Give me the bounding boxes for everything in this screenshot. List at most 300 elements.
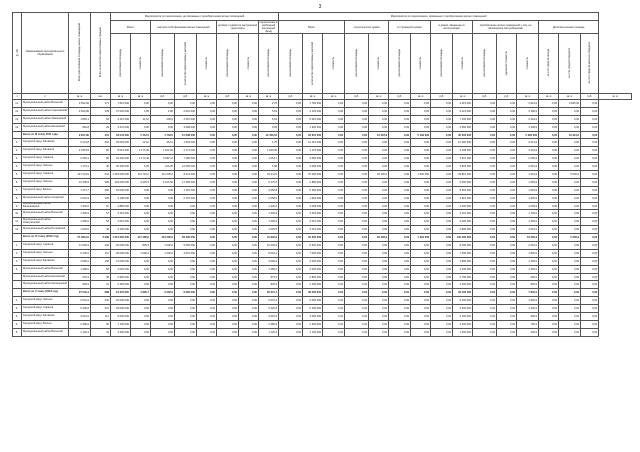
unit-cell: кв. м: [517, 94, 539, 100]
value-cell: 0,00: [539, 147, 559, 155]
value-cell: 0,00: [175, 226, 197, 234]
value-cell: 0,00: [473, 218, 497, 226]
value-cell: 0,00: [473, 186, 497, 194]
value-cell: 0,00: [431, 139, 453, 147]
value-cell: 0,00: [197, 226, 217, 234]
value-cell: 0,00: [345, 163, 369, 171]
value-cell: 0,00: [279, 163, 303, 171]
value-cell: 5 000,0: [559, 171, 581, 179]
unit-cell: руб.: [431, 94, 453, 100]
municipality-name: Муниципальный район Вольский: [22, 210, 69, 218]
row-number: 9.: [13, 202, 22, 210]
value-cell: 41 930,0: [259, 234, 279, 242]
value-cell: 0,00: [323, 242, 345, 250]
value-cell: 2 450 000: [111, 281, 131, 289]
value-cell: 0,00: [559, 297, 581, 305]
value-cell: 0,00: [581, 171, 599, 179]
value-cell: 0,00: [217, 100, 239, 108]
value-cell: 0,00: [239, 163, 259, 171]
value-cell: 0,00: [239, 273, 259, 281]
unit-cell: кв. м: [197, 94, 217, 100]
value-cell: 0,00: [369, 289, 389, 297]
value-cell: 0,00: [175, 328, 197, 336]
value-cell: 1 895,7: [131, 289, 151, 297]
value-cell: 0,00: [431, 226, 453, 234]
value-cell: 4 090,2: [69, 257, 91, 265]
value-cell: 0,00: [431, 328, 453, 336]
value-cell: 7 180 000: [175, 155, 197, 163]
unit-cell: кв. м: [559, 94, 581, 100]
table-row: [13, 100, 632, 108]
table-total-row: [13, 234, 632, 242]
row-number: [13, 131, 22, 139]
value-cell: 0,00: [369, 297, 389, 305]
municipality-name: Городской округ Балашов: [22, 147, 69, 155]
value-cell: 0,00: [389, 210, 411, 218]
value-cell: 0,00: [559, 226, 581, 234]
value-cell: 4 090,2: [259, 257, 279, 265]
value-cell: 0,00: [151, 194, 175, 202]
value-cell: 0,00: [497, 297, 517, 305]
header-v-fund: за счет средств фонда: [539, 34, 559, 94]
unit-cell: 2: [22, 94, 69, 100]
value-cell: 0,00: [175, 218, 197, 226]
value-cell: 7 100 000: [111, 320, 131, 328]
value-cell: 0,00: [323, 289, 345, 297]
value-cell: 0,00: [369, 305, 389, 313]
value-cell: 0,00: [279, 305, 303, 313]
value-cell: 0,00: [473, 107, 497, 115]
municipality-name: Городской округ Энгельс: [22, 249, 69, 257]
value-cell: 0,00: [389, 107, 411, 115]
value-cell: 0,00: [411, 123, 431, 131]
value-cell: 0,00: [239, 194, 259, 202]
value-cell: 0,00: [431, 155, 453, 163]
row-number: 6.: [13, 178, 22, 186]
header-group-purchase: Мероприятия по переселению, связанные с приобретением жилых помещений: [279, 13, 599, 21]
value-cell: 36,12: [151, 139, 175, 147]
municipality-name: Городской округ Саратов: [22, 155, 69, 163]
value-cell: 0,00: [197, 210, 217, 218]
value-cell: 5,64: [259, 107, 279, 115]
value-cell: 1 020,5: [259, 226, 279, 234]
value-cell: 0,00: [197, 194, 217, 202]
value-cell: 0,00: [151, 328, 175, 336]
value-cell: 8 411 000: [175, 171, 197, 179]
unit-cell: руб.: [151, 94, 175, 100]
value-cell: 9 060 000: [175, 289, 197, 297]
value-cell: 0,00: [497, 234, 517, 242]
value-cell: 0,00: [197, 257, 217, 265]
row-number: [13, 289, 22, 297]
value-cell: 0,00: [239, 171, 259, 179]
value-cell: 402: [91, 242, 111, 250]
table-body: [13, 100, 632, 337]
value-cell: 0,00: [369, 115, 389, 123]
value-cell: 0,00: [217, 257, 239, 265]
row-number: 1.: [13, 242, 22, 250]
value-cell: 1 200,0: [151, 249, 175, 257]
value-cell: 0,00: [581, 265, 599, 273]
value-cell: 1 102,91: [151, 147, 175, 155]
row-number: 10.: [13, 210, 22, 218]
value-cell: 0,00: [431, 242, 453, 250]
value-cell: 0,00: [151, 202, 175, 210]
value-cell: 40 000 000: [111, 242, 131, 250]
value-cell: 0,00: [497, 265, 517, 273]
value-cell: 5 121,8: [69, 139, 91, 147]
value-cell: 0,00: [345, 305, 369, 313]
value-cell: 3 001 000: [303, 226, 323, 234]
value-cell: 0,00: [369, 249, 389, 257]
value-cell: 3 415,9: [131, 178, 151, 186]
municipality-name: Муниципальный район Калининский: [22, 281, 69, 289]
value-cell: 1 054,7: [259, 155, 279, 163]
value-cell: 10 400,5: [69, 178, 91, 186]
value-cell: 0,00: [323, 218, 345, 226]
value-cell: 0,00: [431, 289, 453, 297]
unit-cell: руб.: [389, 94, 411, 100]
value-cell: 970,3: [69, 273, 91, 281]
value-cell: 0,00: [581, 178, 599, 186]
value-cell: 61: [91, 202, 111, 210]
value-cell: 90: [91, 320, 111, 328]
value-cell: 0,00: [217, 202, 239, 210]
value-cell: 40: [91, 163, 111, 171]
value-cell: 6 001,2: [259, 297, 279, 305]
value-cell: 0,00: [345, 257, 369, 265]
value-cell: 4 010 000: [111, 218, 131, 226]
value-cell: 0,00: [279, 249, 303, 257]
value-cell: 0,00: [131, 328, 151, 336]
header-sub-reloc: переселение в свободный жилищный фонд: [259, 21, 278, 33]
value-cell: 4 125 000: [303, 107, 323, 115]
header-sub-contract: договор о развитии застроенной территории: [217, 21, 259, 34]
value-cell: 0,00: [411, 320, 431, 328]
value-cell: 0,00: [279, 226, 303, 234]
value-cell: 0,00: [539, 273, 559, 281]
value-cell: 111 710,0: [131, 171, 151, 179]
unit-cell: кв. м: [303, 94, 323, 100]
value-cell: 0,00: [539, 163, 559, 171]
value-cell: 2 045,15: [69, 147, 91, 155]
row-number: [13, 281, 22, 289]
table-row: [13, 155, 632, 163]
value-cell: 230: [91, 297, 111, 305]
value-cell: 0,00: [239, 289, 259, 297]
value-cell: 9 130,5: [69, 249, 91, 257]
value-cell: 10 021,0: [559, 131, 581, 139]
value-cell: 1 171,30: [131, 147, 151, 155]
value-cell: 0,00: [239, 100, 259, 108]
unit-cell: кв. м: [323, 94, 345, 100]
value-cell: 0,00: [559, 305, 581, 313]
value-cell: 1 900 000: [303, 123, 323, 131]
municipality-name: Городской округ Саратов: [22, 171, 69, 179]
row-number: 1.: [13, 297, 22, 305]
header-sub-acq-other: приобретение жилых помещений у лиц, не являющихся застройщиками: [473, 21, 539, 34]
unit-cell: руб.: [175, 94, 197, 100]
value-cell: 0,00: [559, 257, 581, 265]
value-cell: 1 502 000: [175, 139, 197, 147]
value-cell: 0,00: [581, 210, 599, 218]
value-cell: 0,00: [559, 320, 581, 328]
value-cell: 0,00: [473, 249, 497, 257]
value-cell: 0,00: [345, 155, 369, 163]
value-cell: 0,00: [473, 320, 497, 328]
value-cell: 0,00: [239, 242, 259, 250]
value-cell: 1 020 000: [411, 171, 431, 179]
row-number: [13, 234, 22, 242]
value-cell: 0,00: [411, 297, 431, 305]
value-cell: 0,00: [559, 107, 581, 115]
value-cell: 0,00: [539, 265, 559, 273]
value-cell: 206,0: [151, 115, 175, 123]
value-cell: 0,00: [389, 305, 411, 313]
value-cell: 54: [91, 218, 111, 226]
value-cell: 62: [91, 115, 111, 123]
value-cell: 830,5: [69, 281, 91, 289]
row-number: 14.: [13, 123, 22, 131]
table-row: [13, 163, 632, 171]
value-cell: 1 179,1: [69, 163, 91, 171]
header-v-cost: стоимость: [453, 34, 473, 94]
value-cell: 0,00: [217, 320, 239, 328]
value-cell: 1 290,6: [69, 218, 91, 226]
value-cell: 0,00: [497, 218, 517, 226]
value-cell: 0,00: [131, 186, 151, 194]
value-cell: 30 000 000: [111, 249, 131, 257]
value-cell: 0,00: [539, 139, 559, 147]
value-cell: 0,00: [323, 234, 345, 242]
value-cell: 0,00: [197, 123, 217, 131]
value-cell: 0,00: [389, 265, 411, 273]
value-cell: 3 301 000: [111, 210, 131, 218]
value-cell: 0,00: [431, 186, 453, 194]
value-cell: 700,0: [517, 320, 539, 328]
value-cell: 0,00: [323, 313, 345, 321]
value-cell: 3 800 000: [453, 257, 473, 265]
table-row: [13, 281, 632, 289]
value-cell: 0,00: [131, 305, 151, 313]
value-cell: 0,00: [279, 107, 303, 115]
value-cell: 0,00: [345, 226, 369, 234]
header-v-area: расселяемая площадь: [217, 34, 239, 94]
value-cell: 0,00: [559, 194, 581, 202]
value-cell: 102 000 000: [453, 234, 473, 242]
value-cell: 0,00: [539, 186, 559, 194]
value-cell: 0,00: [389, 186, 411, 194]
value-cell: 56 300 000: [175, 234, 197, 242]
municipality-name: Муниципальный район Вольский: [22, 100, 69, 108]
value-cell: 0,00: [323, 139, 345, 147]
value-cell: 0,00: [217, 131, 239, 139]
value-cell: 0,00: [473, 257, 497, 265]
value-cell: 0,00: [581, 123, 599, 131]
value-cell: 0,00: [369, 242, 389, 250]
value-cell: 29 003 000: [111, 139, 131, 147]
value-cell: 0,00: [431, 249, 453, 257]
value-cell: 0,00: [473, 100, 497, 108]
value-cell: 18 406,0: [369, 171, 389, 179]
value-cell: 12 410 000: [303, 139, 323, 147]
value-cell: 4 415 000: [453, 100, 473, 108]
value-cell: 1 090,4: [131, 249, 151, 257]
value-cell: 2,70: [259, 100, 279, 108]
value-cell: 0,00: [197, 100, 217, 108]
value-cell: 29 400 000: [453, 289, 473, 297]
value-cell: 2 900 000: [111, 273, 131, 281]
value-cell: 0,00: [175, 100, 197, 108]
value-cell: 2 910 000: [453, 194, 473, 202]
table-row: [13, 249, 632, 257]
value-cell: 0,00: [345, 115, 369, 123]
value-cell: 0,00: [151, 273, 175, 281]
resettlement-table-frame: [12, 12, 632, 442]
value-cell: 12 200 000: [453, 139, 473, 147]
value-cell: 18 000 000: [111, 305, 131, 313]
value-cell: 0,00: [539, 281, 559, 289]
value-cell: 0,00: [217, 328, 239, 336]
value-cell: 1 340,0: [69, 202, 91, 210]
table-row: [13, 147, 632, 155]
value-cell: 0,00: [539, 171, 559, 179]
value-cell: 0,00: [539, 123, 559, 131]
value-cell: 0,00: [559, 202, 581, 210]
value-cell: 0,00: [279, 297, 303, 305]
value-cell: 0,00: [323, 328, 345, 336]
value-cell: 0,00: [473, 171, 497, 179]
value-cell: 1,98: [259, 163, 279, 171]
value-cell: 0,00: [323, 194, 345, 202]
value-cell: 290: [91, 186, 111, 194]
value-cell: 0,00: [217, 305, 239, 313]
value-cell: 0,00: [369, 100, 389, 108]
header-v-cost: стоимость: [411, 34, 431, 94]
value-cell: 1 020 000: [411, 234, 431, 242]
value-cell: 0,00: [217, 194, 239, 202]
table-header: [13, 13, 632, 100]
value-cell: 0,00: [539, 131, 559, 139]
value-cell: 0,00: [431, 257, 453, 265]
value-cell: 20 710,01: [69, 171, 91, 179]
value-cell: 2 039: [91, 234, 111, 242]
value-cell: 0,00: [131, 226, 151, 234]
value-cell: 0,00: [323, 202, 345, 210]
value-cell: 0,00: [197, 289, 217, 297]
header-sub-extra: Дополнительная площадь: [539, 21, 599, 34]
value-cell: 7 106 000: [453, 115, 473, 123]
value-cell: 0,00: [369, 123, 389, 131]
value-cell: 56: [91, 265, 111, 273]
value-cell: 54 000 000: [111, 186, 131, 194]
value-cell: 0,00: [539, 210, 559, 218]
municipality-name: Городской округ Энгельс: [22, 178, 69, 186]
value-cell: 1 009,0: [517, 202, 539, 210]
value-cell: 0,00: [369, 202, 389, 210]
value-cell: 0,00: [539, 297, 559, 305]
value-cell: 5 000,0: [559, 234, 581, 242]
value-cell: 6 414,60: [151, 178, 175, 186]
value-cell: 0,00: [239, 265, 259, 273]
value-cell: 0,00: [389, 178, 411, 186]
value-cell: 0,00: [539, 234, 559, 242]
value-cell: 0,00: [239, 115, 259, 123]
row-number: 7.: [13, 186, 22, 194]
value-cell: 0,00: [217, 178, 239, 186]
value-cell: 0,00: [197, 249, 217, 257]
value-cell: 0,00: [197, 147, 217, 155]
value-cell: 30 202 000: [453, 131, 473, 139]
header-v-cost: стоимость: [239, 34, 259, 94]
row-number: 12.: [13, 226, 22, 234]
value-cell: 0,00: [217, 107, 239, 115]
value-cell: 0,00: [581, 320, 599, 328]
value-cell: 0,00: [581, 313, 599, 321]
value-cell: 2 300 000: [453, 281, 473, 289]
value-cell: 1 203 000 000: [111, 171, 131, 179]
value-cell: 1 480,0: [259, 265, 279, 273]
value-cell: 0,00: [279, 265, 303, 273]
value-cell: 0,00: [175, 305, 197, 313]
value-cell: 8 300 000: [303, 242, 323, 250]
value-cell: 0,00: [389, 281, 411, 289]
value-cell: 0,00: [345, 234, 369, 242]
row-number: 12.: [13, 107, 22, 115]
unit-cell: кв. м: [599, 94, 632, 100]
header-v-cost: стоимость: [517, 34, 539, 94]
value-cell: 0,00: [345, 313, 369, 321]
value-cell: 0,00: [239, 178, 259, 186]
value-cell: 5 360 000: [303, 186, 323, 194]
value-cell: 0,00: [369, 226, 389, 234]
header-v-budget: за счет средств бюджета: [559, 34, 581, 94]
value-cell: 0,00: [559, 313, 581, 321]
value-cell: 0,00: [279, 257, 303, 265]
value-cell: 0,00: [497, 289, 517, 297]
value-cell: 0,00: [369, 210, 389, 218]
value-cell: 0,00: [431, 273, 453, 281]
value-cell: 0,00: [411, 139, 431, 147]
value-cell: 0,00: [431, 320, 453, 328]
unit-cell: 1: [13, 94, 22, 100]
value-cell: 0,00: [197, 313, 217, 321]
value-cell: 0,00: [345, 242, 369, 250]
value-cell: 5 400 000: [303, 305, 323, 313]
value-cell: 0,00: [581, 305, 599, 313]
value-cell: 0,00: [389, 131, 411, 139]
value-cell: 2 901,0: [517, 163, 539, 171]
value-cell: 0,00: [369, 194, 389, 202]
value-cell: 0,00: [151, 257, 175, 265]
value-cell: 0,00: [539, 289, 559, 297]
value-cell: 2 400 000: [303, 281, 323, 289]
table-row: [13, 194, 632, 202]
value-cell: 0,00: [279, 115, 303, 123]
value-cell: 805,3: [131, 242, 151, 250]
value-cell: 3 100 000: [453, 313, 473, 321]
value-cell: 0,00: [497, 320, 517, 328]
value-cell: 0,00: [559, 178, 581, 186]
unit-cell: кв. м: [453, 94, 473, 100]
value-cell: 0,00: [345, 289, 369, 297]
value-cell: 0,00: [345, 131, 369, 139]
value-cell: 0,00: [279, 178, 303, 186]
value-cell: 4 007 000: [303, 218, 323, 226]
value-cell: 0,00: [279, 147, 303, 155]
value-cell: 1,05: [131, 163, 151, 171]
municipality-name: Муниципальный район Хвалынский: [22, 115, 69, 123]
